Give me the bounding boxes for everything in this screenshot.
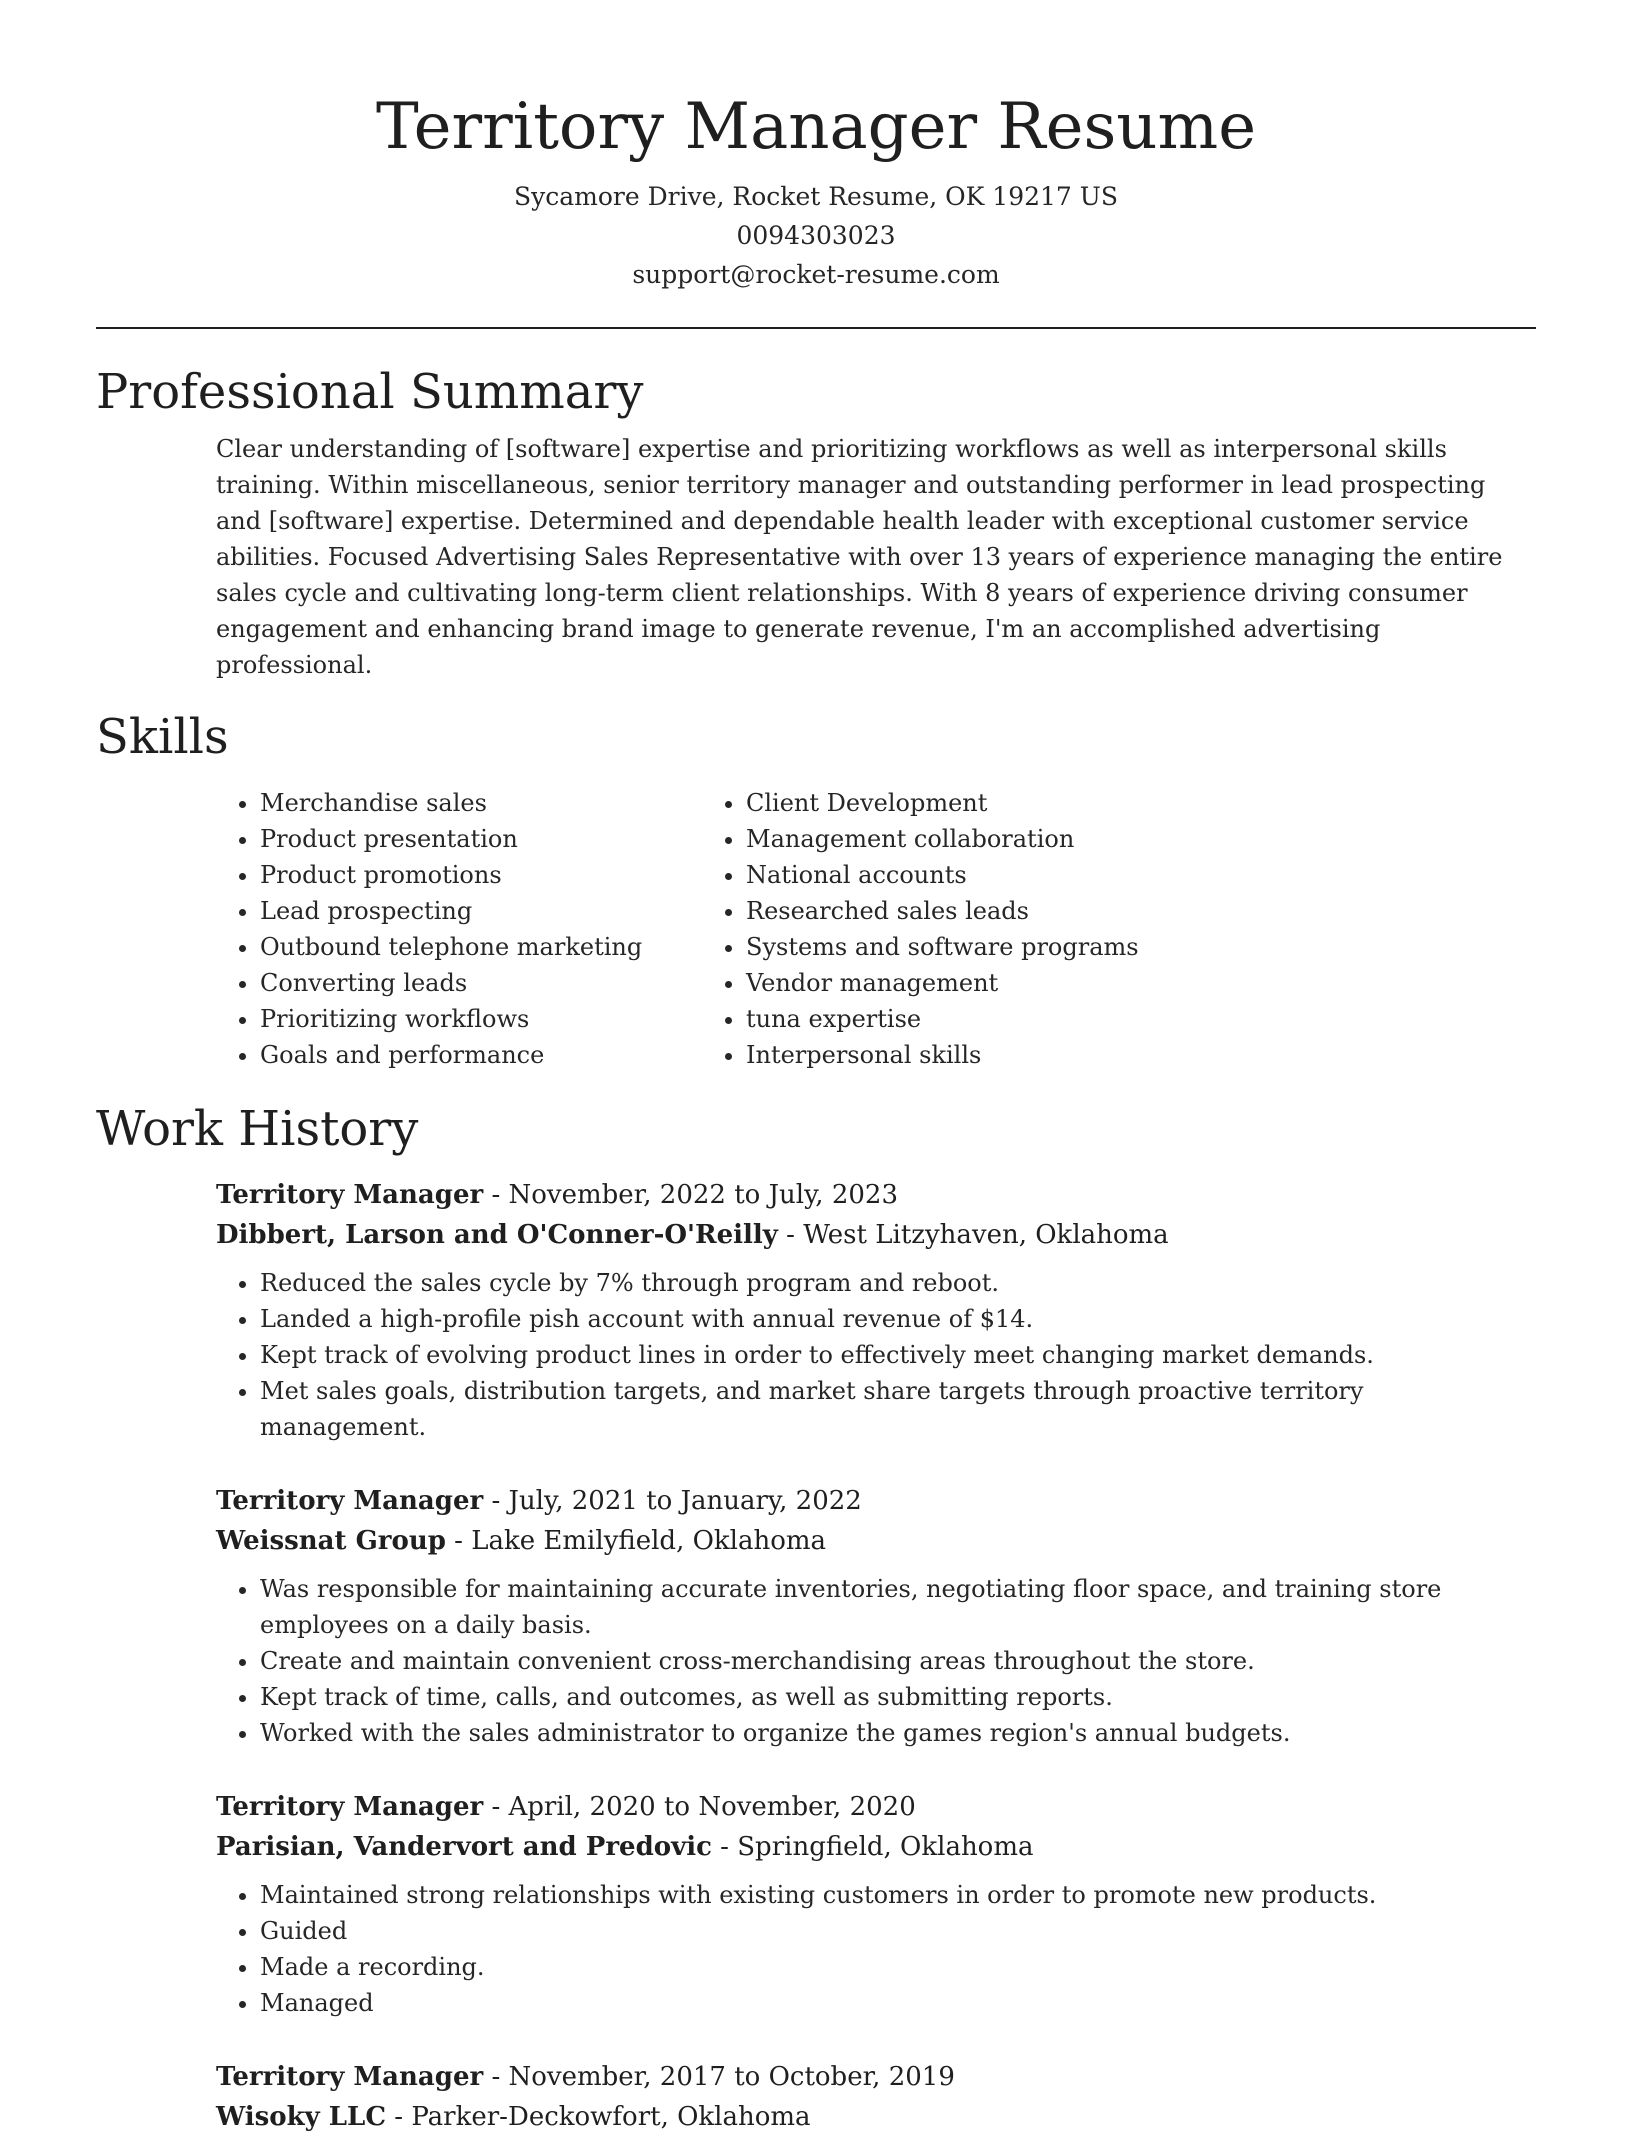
job-company-line: Weissnat Group - Lake Emilyfield, Oklahoma xyxy=(216,1526,827,1556)
job-entry xyxy=(216,1175,1536,1445)
job-bullet: • Kept track of time, calls, and outcomes, as well as submitting reports. xyxy=(260,1679,1536,1715)
job-title-line: Territory Manager - April, 2020 to November, 2020 xyxy=(216,1792,916,1822)
skill-item: • Goals and performance xyxy=(260,1037,746,1073)
summary-text: Clear understanding of [software] expertise and prioritizing workflows as well as interpersonal skills training. Within miscellaneous, senior territory manager and outstanding performer in lead prospecting and [software] expertise. Determined and dependable health leader with exceptional customer service abilities. Focused Advertising Sales Representative with over 13 years of experience managing the entire sales cycle and cultivating long-term client relationships. With 8 years of experience driving consumer engagement and enhancing brand image to generate revenue, I'm an accomplished advertising professional. xyxy=(216,435,1503,679)
job-bullets xyxy=(216,1265,1536,1445)
job-location: Springfield, Oklahoma xyxy=(737,1832,1034,1862)
skill-item: • Product promotions xyxy=(260,857,746,893)
job-company: Wisoky LLC xyxy=(216,2102,387,2132)
skill-item: • Researched sales leads xyxy=(746,893,1306,929)
job-entry xyxy=(216,1481,1536,1751)
work-history-heading: Work History xyxy=(96,1101,419,1157)
job-bullet: • Create and maintain convenient cross-merchandising areas throughout the store. xyxy=(260,1643,1536,1679)
resume-page xyxy=(96,0,1536,2137)
job-title: Territory Manager xyxy=(216,1486,484,1516)
job-title-line: Territory Manager - July, 2021 to January, 2022 xyxy=(216,1486,862,1516)
job-company: Weissnat Group xyxy=(216,1526,446,1556)
job-bullet: • Reduced the sales cycle by 7% through program and reboot. xyxy=(260,1265,1536,1301)
job-bullet: • Kept track of evolving product lines in order to effectively meet changing market demands. xyxy=(260,1337,1536,1373)
job-bullet: • Maintained strong relationships with existing customers in order to promote new products. xyxy=(260,1877,1536,1913)
skill-item: • Interpersonal skills xyxy=(746,1037,1306,1073)
job-bullet: • Guided xyxy=(260,1913,1536,1949)
job-dates: April, 2020 to November, 2020 xyxy=(508,1792,916,1822)
contact-phone: 0094303023 xyxy=(736,221,896,250)
contact-address: Sycamore Drive, Rocket Resume, OK 19217 US xyxy=(514,182,1118,211)
job-title: Territory Manager xyxy=(216,1180,484,1210)
skill-item: • Systems and software programs xyxy=(746,929,1306,965)
job-location: Parker-Deckowfort, Oklahoma xyxy=(411,2102,811,2132)
job-bullets xyxy=(216,1877,1536,2021)
summary-heading: Professional Summary xyxy=(96,364,644,420)
skill-item: • Client Development xyxy=(746,785,1306,821)
job-location: Lake Emilyfield, Oklahoma xyxy=(471,1526,827,1556)
skill-item: • Lead prospecting xyxy=(260,893,746,929)
contact-block xyxy=(96,177,1536,294)
job-dates: November, 2022 to July, 2023 xyxy=(508,1180,898,1210)
job-company-line: Dibbert, Larson and O'Conner-O'Reilly - West Litzyhaven, Oklahoma xyxy=(216,1220,1169,1250)
skills-heading: Skills xyxy=(96,709,229,765)
contact-email: support@rocket-resume.com xyxy=(632,260,1000,289)
skills-column-right xyxy=(582,785,1306,1073)
job-title: Territory Manager xyxy=(216,2062,484,2092)
job-company-line: Parisian, Vandervort and Predovic - Springfield, Oklahoma xyxy=(216,1832,1034,1862)
skill-item: • Merchandise sales xyxy=(260,785,746,821)
skill-item: • National accounts xyxy=(746,857,1306,893)
job-company-line: Wisoky LLC - Parker-Deckowfort, Oklahoma xyxy=(216,2102,811,2132)
job-bullet: • Worked with the sales administrator to organize the games region's annual budgets. xyxy=(260,1715,1536,1751)
skill-item: • Converting leads xyxy=(260,965,746,1001)
job-bullets xyxy=(216,1571,1536,1751)
job-title-line: Territory Manager - November, 2017 to October, 2019 xyxy=(216,2062,955,2092)
skill-item: • tuna expertise xyxy=(746,1001,1306,1037)
job-title-line: Territory Manager - November, 2022 to July, 2023 xyxy=(216,1180,898,1210)
header-divider xyxy=(96,327,1536,329)
skill-item: • Outbound telephone marketing xyxy=(260,929,746,965)
skill-item: • Vendor management xyxy=(746,965,1306,1001)
job-bullet: • Landed a high-profile pish account with annual revenue of $14. xyxy=(260,1301,1536,1337)
job-dates: July, 2021 to January, 2022 xyxy=(508,1486,862,1516)
resume-title: Territory Manager Resume xyxy=(375,90,1257,164)
job-bullet: • Met sales goals, distribution targets, and market share targets through proactive territory management. xyxy=(260,1373,1536,1445)
skill-item: • Product presentation xyxy=(260,821,746,857)
skills-list xyxy=(96,785,1536,1073)
job-title: Territory Manager xyxy=(216,1792,484,1822)
job-bullet: • Made a recording. xyxy=(260,1949,1536,1985)
job-company: Parisian, Vandervort and Predovic xyxy=(216,1832,712,1862)
job-entry xyxy=(216,2057,1536,2137)
skill-item: • Management collaboration xyxy=(746,821,1306,857)
job-location: West Litzyhaven, Oklahoma xyxy=(803,1220,1169,1250)
job-bullet: • Managed xyxy=(260,1985,1536,2021)
job-entry xyxy=(216,1787,1536,2021)
skill-item: • Prioritizing workflows xyxy=(260,1001,746,1037)
job-bullet: • Was responsible for maintaining accurate inventories, negotiating floor space, and training store employees on a daily basis. xyxy=(260,1571,1536,1643)
job-dates: November, 2017 to October, 2019 xyxy=(508,2062,955,2092)
job-company: Dibbert, Larson and O'Conner-O'Reilly xyxy=(216,1220,778,1250)
